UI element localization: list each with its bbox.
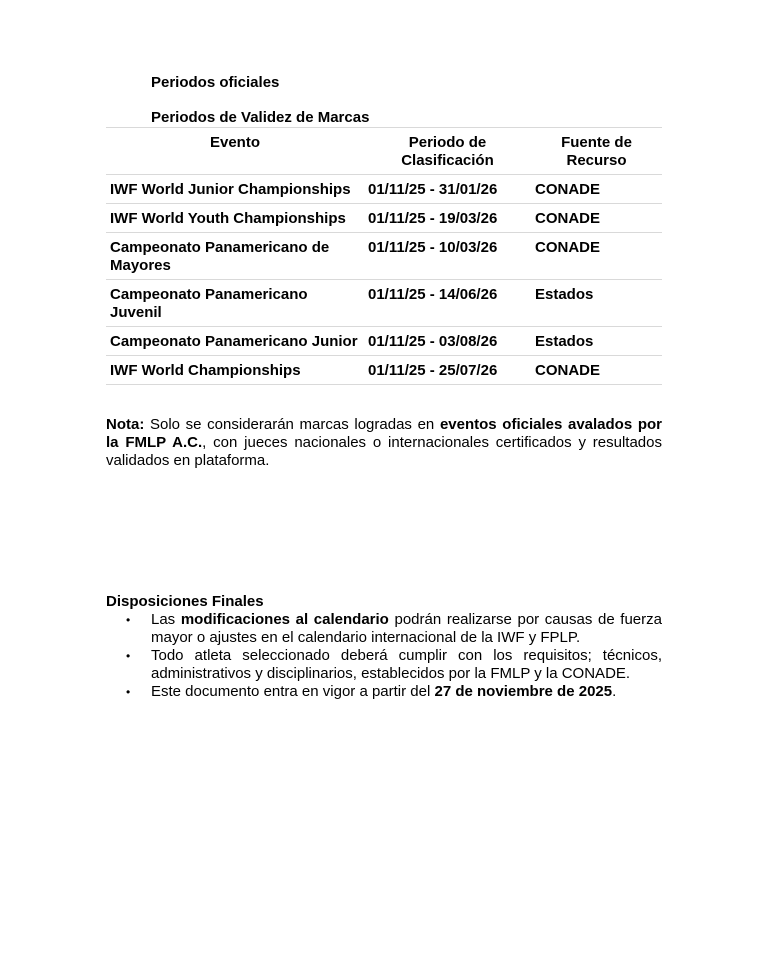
table-header-row: [106, 128, 662, 175]
nota-label: Nota:: [106, 416, 145, 433]
column-header-evento: Evento: [106, 128, 364, 175]
table-row: [106, 233, 662, 280]
cell-periodo: 01/11/25 - 03/08/26: [364, 327, 531, 356]
item-text: Este documento entra en vigor a partir del: [151, 683, 435, 700]
cell-periodo: 01/11/25 - 19/03/26: [364, 204, 531, 233]
nota-emphasis: eventos oficiales avalados por la FMLP A.C.: [106, 416, 663, 451]
item-text: Todo atleta seleccionado deberá cumplir con los requisitos; técnicos, administrativos y disciplinarios, establecidos por la FMLP y la CONADE.: [151, 647, 662, 682]
item-emphasis: 27 de noviembre de 2025: [434, 683, 613, 700]
cell-evento: IWF World Youth Championships: [106, 204, 364, 233]
cell-fuente: CONADE: [531, 204, 662, 233]
list-item: [106, 611, 662, 647]
cell-fuente: CONADE: [531, 356, 662, 385]
item-text: .: [612, 683, 617, 700]
cell-evento: IWF World Championships: [106, 356, 364, 385]
disposiciones-title: Disposiciones Finales: [106, 593, 264, 610]
item-emphasis: modificaciones al calendario: [180, 611, 389, 628]
section-heading-periodos-oficiales: Periodos oficiales: [151, 74, 280, 91]
section-heading-periodos-validez: Periodos de Validez de Marcas: [151, 109, 370, 126]
cell-periodo: 01/11/25 - 31/01/26: [364, 175, 531, 204]
cell-fuente: CONADE: [531, 233, 662, 280]
table-row: [106, 204, 662, 233]
cell-fuente: CONADE: [531, 175, 662, 204]
list-item: [106, 647, 662, 683]
cell-fuente: Estados: [531, 327, 662, 356]
cell-periodo: 01/11/25 - 14/06/26: [364, 280, 531, 327]
item-text: podrán realizarse por causas de fuerza mayor o ajustes en el calendario internacional de la IWF y FPLP.: [151, 611, 662, 646]
cell-periodo: 01/11/25 - 25/07/26: [364, 356, 531, 385]
bullet-icon: •: [126, 649, 131, 663]
table-row: [106, 175, 662, 204]
nota-text: Solo se considerarán marcas logradas en: [144, 416, 440, 433]
nota-paragraph: [106, 416, 662, 470]
item-text: Las: [151, 611, 181, 628]
column-header-periodo: Periodo de Clasificación: [364, 128, 531, 175]
cell-fuente: Estados: [531, 280, 662, 327]
cell-evento: IWF World Junior Championships: [106, 175, 364, 204]
bullet-icon: •: [126, 685, 131, 699]
nota-text: , con jueces nacionales o internacionales certificados y resultados validados en plataforma.: [106, 434, 662, 469]
column-header-fuente: Fuente de Recurso: [531, 128, 662, 175]
table-row: [106, 327, 662, 356]
periodos-table: [106, 127, 662, 385]
list-item: [106, 683, 662, 701]
table-row: [106, 280, 662, 327]
cell-evento: Campeonato Panamericano de Mayores: [106, 233, 364, 280]
cell-evento: Campeonato Panamericano Junior: [106, 327, 364, 356]
cell-periodo: 01/11/25 - 10/03/26: [364, 233, 531, 280]
cell-evento: Campeonato Panamericano Juvenil: [106, 280, 364, 327]
bullet-icon: •: [126, 613, 131, 627]
table-row: [106, 356, 662, 385]
disposiciones-list: [106, 611, 662, 701]
